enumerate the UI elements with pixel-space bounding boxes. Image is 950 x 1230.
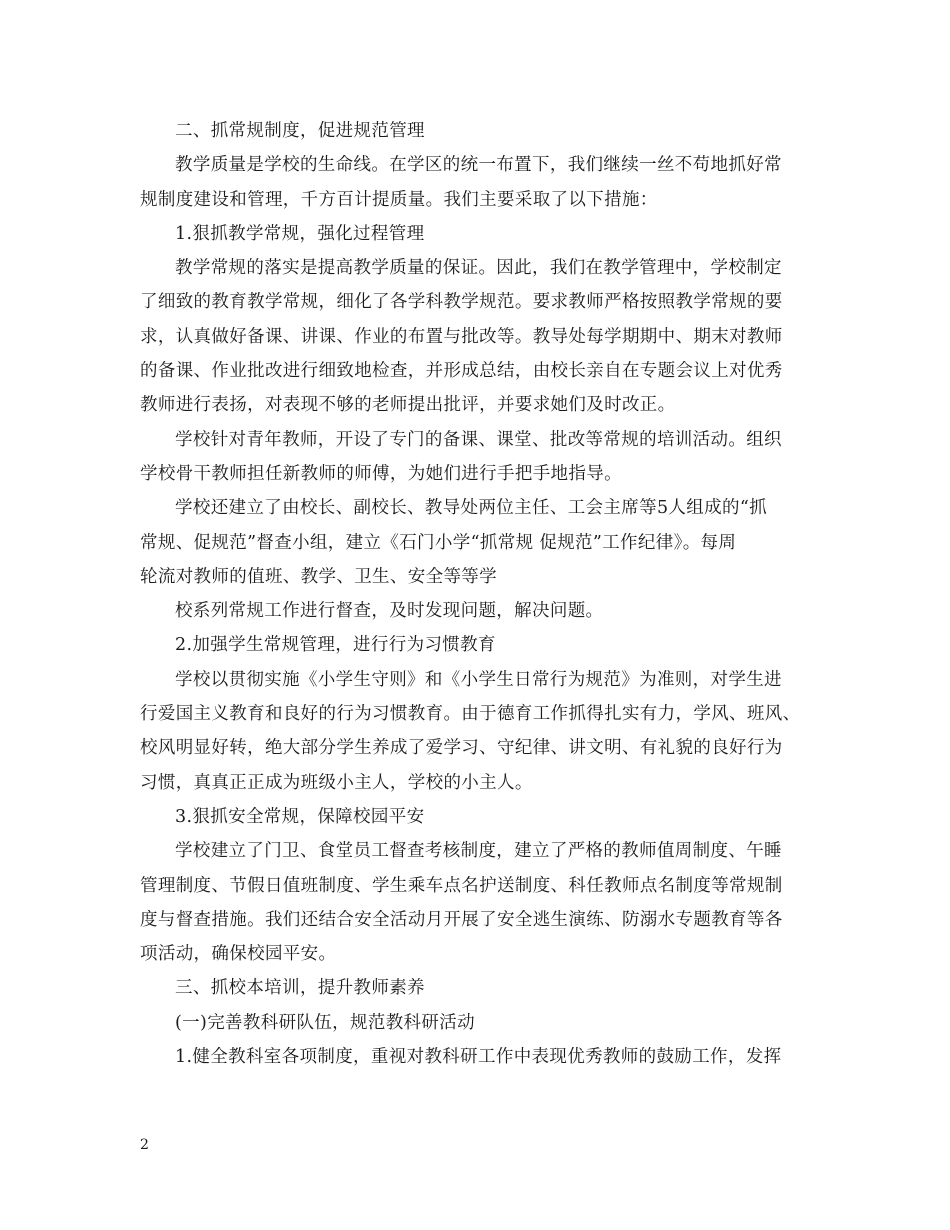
text-line: 了细致的教育教学常规，细化了各学科教学规范。要求教师严格按照教学常规的要 (140, 292, 783, 313)
text-line: 学校以贯彻实施《小学生守则》和《小学生日常行为规范》为准则，对学生进 (175, 669, 782, 690)
text-line: (一)完善教科研队伍，规范教科研活动 (175, 1012, 475, 1033)
document-body (140, 114, 820, 1074)
text-line: 校风明显好转，绝大部分学生养成了爱学习、守纪律、讲文明、有礼貌的良好行为 (140, 738, 783, 759)
text-line: 学校骨干教师担任新教师的师傅，为她们进行手把手地指导。 (140, 463, 622, 484)
page-number: 2 (140, 1137, 149, 1153)
text-line: 学校还建立了由校长、副校长、教导处两位主任、工会主席等5人组成的“抓 (175, 498, 767, 519)
text-line: 1.健全教科室各项制度，重视对教科研工作中表现优秀教师的鼓励工作，发挥 (175, 1047, 782, 1068)
text-line: 学校针对青年教师，开设了专门的备课、课堂、批改等常规的培训活动。组织 (175, 429, 782, 450)
text-line: 项活动，确保校园平安。 (140, 944, 337, 965)
text-line: 教学常规的落实是提高教学质量的保证。因此，我们在教学管理中，学校制定 (175, 258, 782, 279)
text-line: 3.狠抓安全常规，保障校园平安 (175, 806, 425, 827)
text-line: 三、抓校本培训，提升教师素养 (175, 978, 425, 999)
text-line: 2.加强学生常规管理，进行行为习惯教育 (175, 635, 496, 656)
text-line: 学校建立了门卫、食堂员工督查考核制度，建立了严格的教师值周制度、午睡 (175, 841, 782, 862)
text-line: 行爱国主义教育和良好的行为习惯教育。由于德育工作抓得扎实有力，学风、班风、 (140, 704, 801, 725)
text-line: 常规、促规范”督查小组，建立《石门小学“抓常规 促规范”工作纪律》。每周 (140, 532, 737, 553)
text-line: 1.狠抓教学常规，强化过程管理 (175, 223, 425, 244)
text-line: 求，认真做好备课、讲课、作业的布置与批改等。教导处每学期期中、期末对教师 (140, 326, 783, 347)
text-line: 管理制度、节假日值班制度、学生乘车点名护送制度、科任教师点名制度等常规制 (140, 875, 783, 896)
text-line: 的备课、作业批改进行细致地检查，并形成总结，由校长亲自在专题会议上对优秀 (140, 361, 783, 382)
text-line: 轮流对教师的值班、教学、卫生、安全等等学 (140, 566, 497, 587)
text-line: 规制度建设和管理，千方百计提质量。我们主要采取了以下措施： (140, 189, 658, 210)
text-line: 校系列常规工作进行督查，及时发现问题，解决问题。 (175, 601, 604, 622)
text-line: 度与督查措施。我们还结合安全活动月开展了安全逃生演练、防溺水专题教育等各 (140, 909, 783, 930)
text-line: 习惯，真真正正成为班级小主人，学校的小主人。 (140, 772, 533, 793)
text-line: 教学质量是学校的生命线。在学区的统一布置下，我们继续一丝不苟地抓好常 (175, 155, 782, 176)
text-line: 二、抓常规制度，促进规范管理 (175, 121, 425, 141)
text-line: 教师进行表扬，对表现不够的老师提出批评，并要求她们及时改正。 (140, 395, 676, 416)
